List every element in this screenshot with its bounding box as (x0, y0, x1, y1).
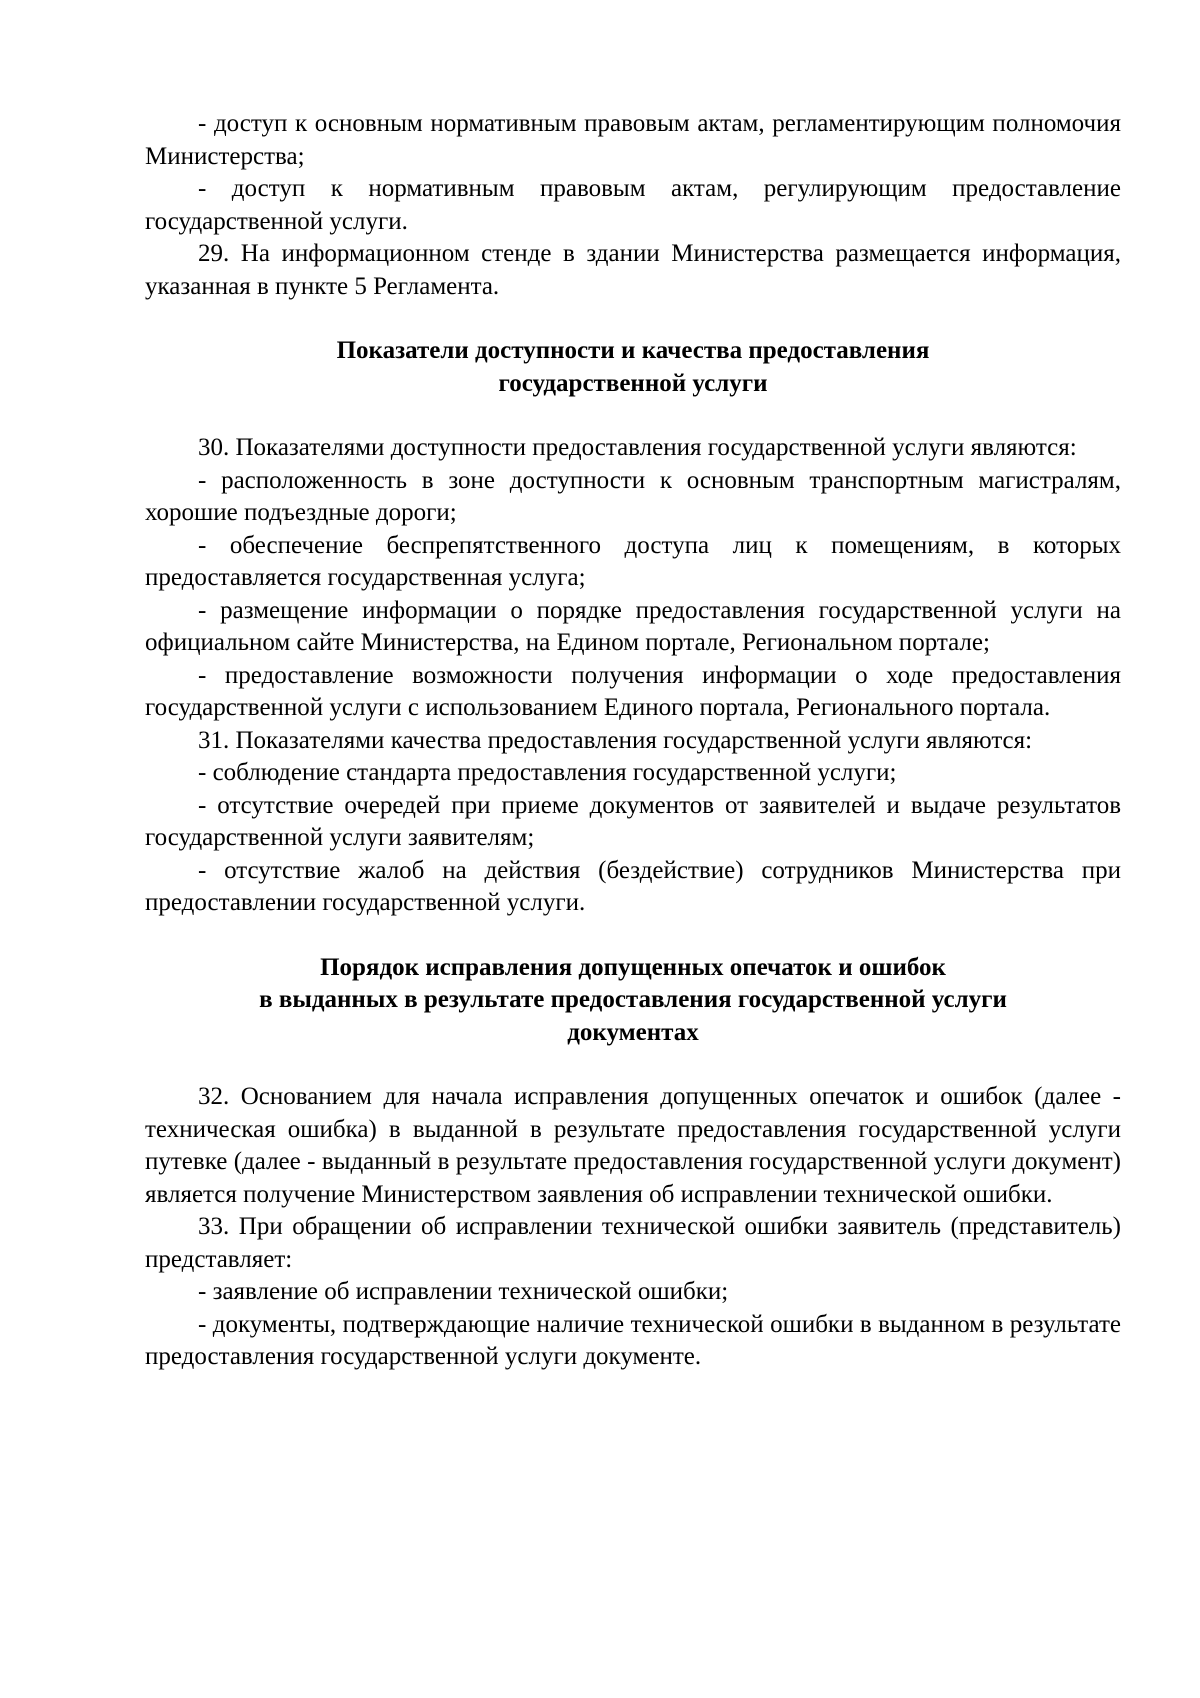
spacer (145, 920, 1121, 952)
list-item-standard: - соблюдение стандарта предоставления государственной услуги; (198, 759, 897, 786)
section-heading-line: Показатели доступности и качества предоставления (336, 337, 930, 364)
section-heading-line: документах (567, 1018, 699, 1046)
section-heading-corrections (145, 952, 1121, 1050)
list-item-transport: - расположенность в зоне доступности к основным транспортным магистралям, хорошие подъездные дороги; (145, 466, 1121, 526)
list-item-premises-access: - обеспечение беспрепятственного доступа лиц к помещениям, в которых предоставляется государственная услуга; (145, 531, 1121, 591)
section-heading-line: Порядок исправления допущенных опечаток и ошибок (320, 953, 946, 981)
section-heading-line: государственной услуги (498, 369, 768, 397)
paragraph-30: 30. Показателями доступности предоставления государственной услуги являются: (198, 434, 1077, 461)
paragraph-npa-access-powers: - доступ к основным нормативным правовым актам, регламентирующим полномочия Министерства; (145, 110, 1121, 170)
section-heading-line: в выданных в результате предоставления государственной услуги (259, 986, 1007, 1013)
paragraph-32: 32. Основанием для начала исправления допущенных опечаток и ошибок (далее - техническая ошибка) в выданной в результате предоставления государственной услуги путевке (далее - выданный в результате предоставления государственной услуги документ) является получение Министерством заявления об исправлении технической ошибки. (145, 1083, 1121, 1208)
paragraph-31: 31. Показателями качества предоставления государственной услуги являются: (198, 726, 1033, 754)
list-item-no-complaints: - отсутствие жалоб на действия (бездействие) сотрудников Министерства при предоставлении государственной услуги. (145, 856, 1121, 916)
paragraph-29: 29. На информационном стенде в здании Министерства размещается информация, указанная в пункте 5 Регламента. (145, 240, 1121, 300)
paragraph-33: 33. При обращении об исправлении технической ошибки заявитель (представитель) представляет: (145, 1213, 1121, 1273)
spacer (145, 400, 1121, 432)
list-item-progress-info: - предоставление возможности получения информации о ходе предоставления государственной услуги с использованием Единого портала, Регионального портала. (145, 661, 1121, 721)
list-item-supporting-documents: - документы, подтверждающие наличие технической ошибки в выданном в результате предоставления государственной услуги документе. (145, 1310, 1121, 1370)
spacer (145, 1049, 1121, 1081)
spacer (145, 303, 1121, 335)
section-heading-accessibility (145, 335, 1121, 400)
list-item-application: - заявление об исправлении технической ошибки; (198, 1278, 729, 1305)
paragraph-npa-access-service: - доступ к нормативным правовым актам, регулирующим предоставление государственной услуги. (145, 175, 1121, 235)
list-item-info-placement: - размещение информации о порядке предоставления государственной услуги на официальном сайте Министерства, на Едином портале, Региональном портале; (145, 596, 1121, 656)
list-item-no-queues: - отсутствие очередей при приеме документов от заявителей и выдаче результатов государственной услуги заявителям; (145, 791, 1121, 851)
document-page (145, 108, 1121, 1374)
